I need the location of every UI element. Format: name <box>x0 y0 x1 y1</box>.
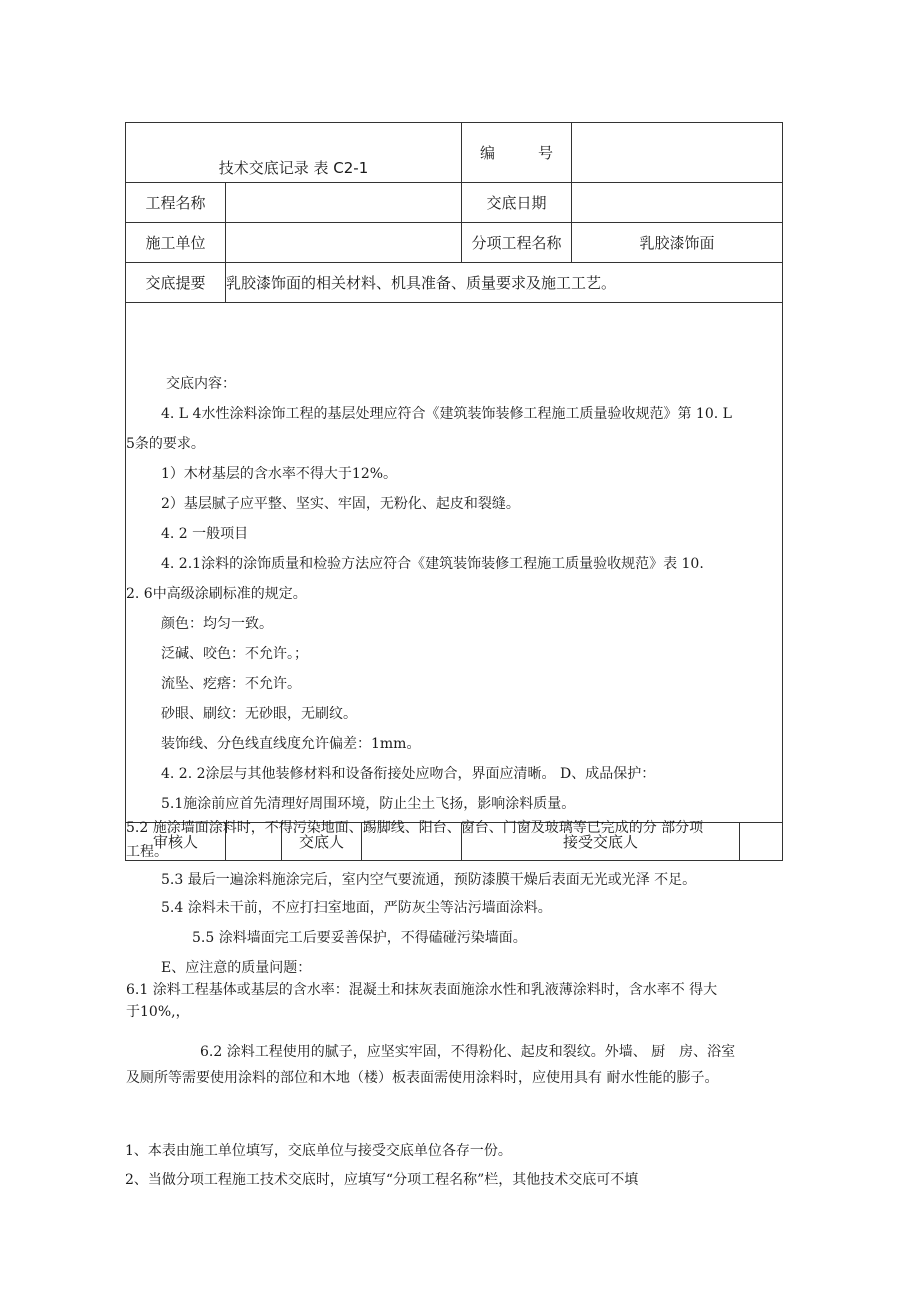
content-line: 及厕所等需要使用涂料的部位和木地（楼）板表面需使用涂料时，应使用具有 耐水性能的膨子。 <box>126 1070 719 1086</box>
footnote-1: 1、本表由施工单位填写，交底单位与接受交底单位各存一份。 <box>125 1143 512 1159</box>
content-line: 流坠、疙瘩：不允许。 <box>161 676 301 692</box>
content-line: 4. 2 一般项目 <box>161 526 249 542</box>
content-line: 6.1 涂料工程基体或基层的含水率：混凝土和抹灰表面施涂水性和乳液薄涂料时，含水率不 得大 <box>126 982 718 998</box>
disclosure-date-label: 交底日期 <box>462 183 572 223</box>
content-line: 4. L 4水性涂料涂饰工程的基层处理应符合《建筑装饰装修工程施工质量验收规范》第 10. L <box>161 406 732 422</box>
content-line: 5.1施涂前应首先清理好周围环境，防止尘土飞扬，影响涂料质量。 <box>161 796 576 812</box>
form-title: 技术交底记录 表 C2-1 <box>126 123 462 183</box>
content-line: 5.5 涂料墙面完工后要妥善保护，不得磕碰污染墙面。 <box>192 930 527 946</box>
content-line: 5.4 涂料未干前，不应打扫室地面，严防灰尘等沾污墙面涂料。 <box>161 900 552 916</box>
header-row <box>126 123 783 183</box>
construction-unit-value[interactable] <box>226 223 462 263</box>
summary-row <box>126 263 783 303</box>
content-line: 2. 6中高级涂刷标准的规定。 <box>126 586 307 602</box>
content-row <box>126 303 783 823</box>
content-line: 工程。 <box>126 844 168 860</box>
sub-project-label: 分项工程名称 <box>462 223 572 263</box>
discloser-label: 交底人 <box>282 823 362 861</box>
number-label: 编 号 <box>462 123 572 183</box>
footnote-2: 2、当做分项工程施工技术交底时，应填写“分项工程名称”栏，其他技术交底可不填 <box>125 1172 639 1188</box>
receiver-label: 接受交底人 <box>462 823 740 861</box>
content-line: 泛碱、咬色：不允许。； <box>161 646 308 662</box>
content-line: E、应注意的质量问题： <box>161 960 312 976</box>
project-name-label: 工程名称 <box>126 183 226 223</box>
content-line: 6.2 涂料工程使用的腻子，应坚实牢固，不得粉化、起皮和裂纹。外墙、 厨 房、浴室 <box>200 1044 736 1060</box>
content-line: 5.2 施涂墙面涂料时，不得污染地面、踢脚线、阳台、窗台、门窗及玻璃等已完成的分 部分项 <box>126 820 704 836</box>
content-line: 5.3 最后一遍涂料施涂完后，室内空气要流通，预防漆膜干燥后表面无光或光泽 不足。 <box>161 872 697 888</box>
content-line: 装饰线、分色线直线度允许偏差：1mm。 <box>161 736 421 752</box>
content-line: 于10%,， <box>126 1004 190 1020</box>
number-value[interactable] <box>572 123 783 183</box>
project-name-row <box>126 183 783 223</box>
reviewer-label: 审核人 <box>126 823 226 861</box>
content-line: 1）木材基层的含水率不得大于12%。 <box>161 466 398 482</box>
summary-value[interactable]: 乳胶漆饰面的相关材料、机具准备、质量要求及施工工艺。 <box>226 263 783 303</box>
tech-disclosure-form <box>125 122 783 1086</box>
project-name-value[interactable] <box>226 183 462 223</box>
content-line: 2）基层腻子应平整、坚实、牢固，无粉化、起皮和裂缝。 <box>161 496 520 512</box>
construction-unit-row <box>126 223 783 263</box>
summary-label: 交底提要 <box>126 263 226 303</box>
construction-unit-label: 施工单位 <box>126 223 226 263</box>
sub-project-value[interactable]: 乳胶漆饰面 <box>572 223 783 263</box>
content-line: 5条的要求。 <box>126 436 205 452</box>
content-line: 砂眼、刷纹：无砂眼，无刷纹。 <box>161 706 357 722</box>
content-line: 交底内容： <box>166 376 236 392</box>
disclosure-date-value[interactable] <box>572 183 783 223</box>
content-line: 颜色：均匀一致。 <box>161 616 273 632</box>
content-line: 4. 2. 2涂层与其他装修材料和设备衔接处应吻合，界面应清晰。 D、成品保护： <box>161 766 656 782</box>
content-line: 4. 2.1涂料的涂饰质量和检验方法应符合《建筑装饰装修工程施工质量验收规范》表 10. <box>161 556 704 572</box>
receiver-value[interactable] <box>740 823 783 861</box>
